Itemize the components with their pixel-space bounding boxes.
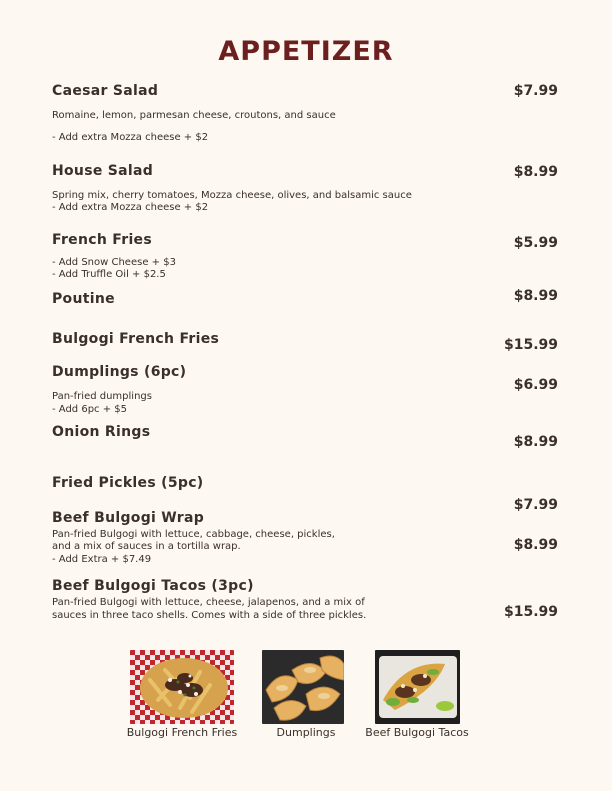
caption-dumplings: Dumplings <box>276 726 336 739</box>
item-price-bulgogi-french-fries: $15.99 <box>503 337 558 353</box>
item-desc-tacos-line2: sauces in three taco shells. Comes with a side of three pickles. <box>52 610 367 621</box>
item-desc-house-salad: Spring mix, cherry tomatoes, Mozza cheese, olives, and balsamic sauce <box>52 190 412 201</box>
item-price-poutine: $8.99 <box>513 288 558 304</box>
item-name-dumplings: Dumplings (6pc) <box>52 364 187 380</box>
item-name-french-fries: French Fries <box>52 232 152 248</box>
caption-bulgogi-french-fries: Bulgogi French Fries <box>126 726 238 739</box>
item-addon-wrap: - Add Extra + $7.49 <box>52 554 152 565</box>
item-desc-wrap-line1: Pan-fried Bulgogi with lettuce, cabbage, cheese, pickles, <box>52 529 335 540</box>
item-price-french-fries: $5.99 <box>513 235 558 251</box>
item-name-poutine: Poutine <box>52 291 115 307</box>
item-price-beef-bulgogi-wrap: $8.99 <box>513 537 558 553</box>
item-name-fried-pickles: Fried Pickles (5pc) <box>52 475 204 491</box>
photo-beef-bulgogi-tacos <box>375 650 460 724</box>
item-price-caesar-salad: $7.99 <box>513 83 558 99</box>
caption-beef-bulgogi-tacos: Beef Bulgogi Tacos <box>365 726 469 739</box>
item-price-dumplings: $6.99 <box>513 377 558 393</box>
item-price-house-salad: $8.99 <box>513 164 558 180</box>
item-name-onion-rings: Onion Rings <box>52 424 151 440</box>
item-price-beef-bulgogi-tacos: $15.99 <box>503 604 558 620</box>
item-name-caesar-salad: Caesar Salad <box>52 83 159 99</box>
photo-bulgogi-french-fries <box>130 650 234 724</box>
item-desc-wrap-line2: and a mix of sauces in a tortilla wrap. <box>52 541 241 552</box>
item-price-fried-pickles: $7.99 <box>513 497 558 513</box>
item-desc-dumplings: Pan-fried dumplings <box>52 391 152 402</box>
item-addon-house-salad: - Add extra Mozza cheese + $2 <box>52 202 209 213</box>
item-addon-dumplings: - Add 6pc + $5 <box>52 404 127 415</box>
item-desc-caesar-salad: Romaine, lemon, parmesan cheese, croutons, and sauce <box>52 110 336 121</box>
item-price-onion-rings: $8.99 <box>513 434 558 450</box>
item-name-house-salad: House Salad <box>52 163 154 179</box>
item-addon-caesar-salad: - Add extra Mozza cheese + $2 <box>52 132 209 143</box>
item-addon-truffle-oil: - Add Truffle Oil + $2.5 <box>52 269 166 280</box>
item-name-beef-bulgogi-tacos: Beef Bulgogi Tacos (3pc) <box>52 578 254 594</box>
item-name-bulgogi-french-fries: Bulgogi French Fries <box>52 331 220 347</box>
item-addon-snow-cheese: - Add Snow Cheese + $3 <box>52 257 176 268</box>
item-desc-tacos-line1: Pan-fried Bulgogi with lettuce, cheese, jalapenos, and a mix of <box>52 597 365 608</box>
menu-title: APPETIZER <box>218 36 394 67</box>
item-name-beef-bulgogi-wrap: Beef Bulgogi Wrap <box>52 510 205 526</box>
photo-dumplings <box>262 650 344 724</box>
